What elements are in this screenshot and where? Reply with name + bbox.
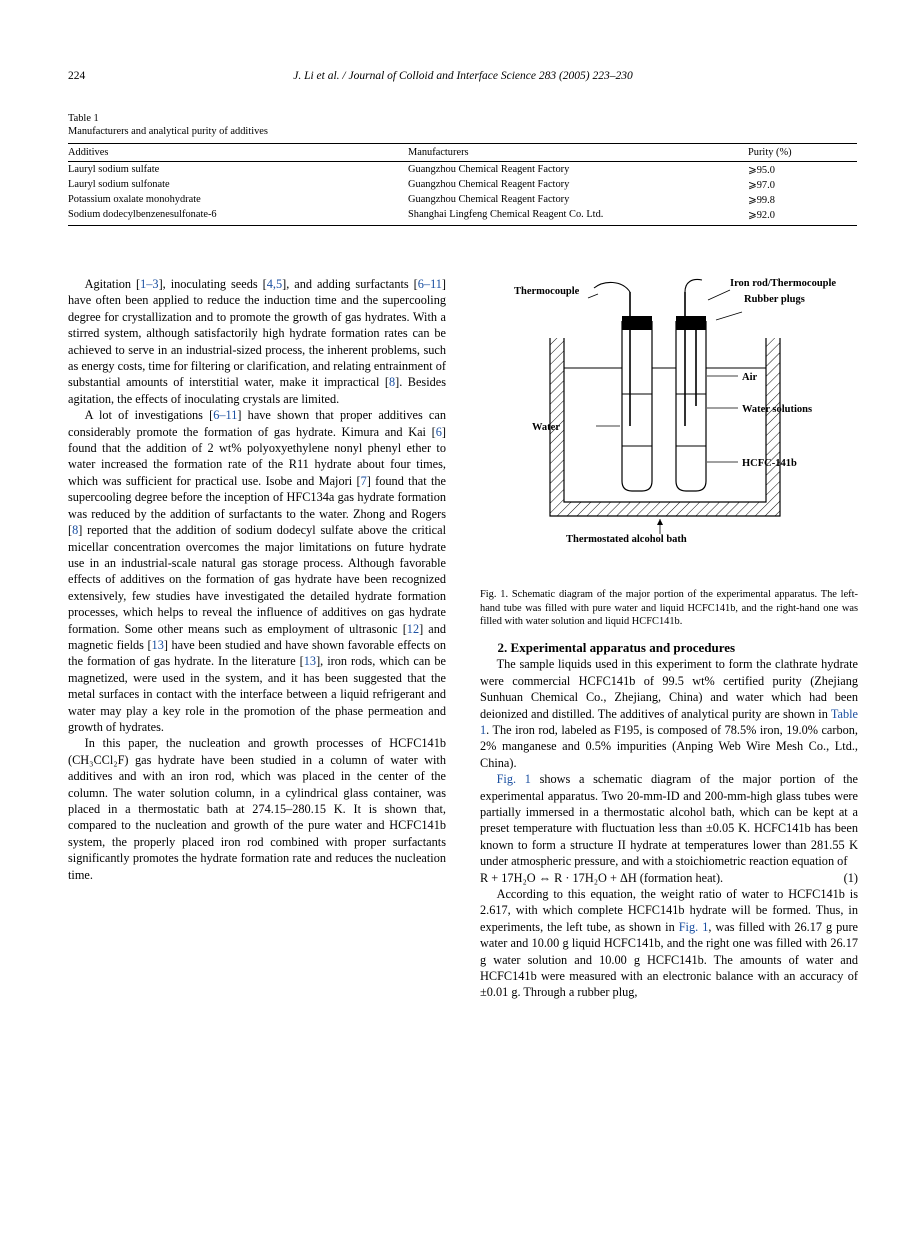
paragraph-apparatus bbox=[480, 771, 858, 869]
text-run: shows a schematic diagram of the major portion of the experimental apparatus. Two 20-mm-ID and 200-mm-high glass tubes were partially immersed in a thermostatic alcohol bath, which can be kept at a preset temperature with fluctuation less than ±0.05 K. HCFC141b has been known to form a structure II hydrate at temperatures lower than 281.55 K under atmospheric pressure, and with a stoichiometric reaction equation of bbox=[480, 772, 859, 869]
right-column bbox=[480, 276, 858, 1001]
additives-table bbox=[68, 143, 857, 226]
cell-additive: Lauryl sodium sulfonate bbox=[68, 178, 170, 190]
table-header-row bbox=[68, 144, 857, 162]
figure-caption: Fig. 1. Schematic diagram of the major portion of the experimental apparatus. The left-hand tube was filled with pure water and liquid HCFC141b, and the right-hand one was filled with water solution and liquid HCFC141b. bbox=[480, 589, 858, 628]
cell-manufacturer: Guangzhou Chemical Reagent Factory bbox=[408, 178, 570, 190]
citation-link[interactable]: 8 bbox=[388, 375, 396, 390]
text-run: ] have been studied and have shown favorable effects on the formation of gas hydrate. In the literature [ bbox=[68, 637, 446, 669]
citation-link[interactable]: 6 bbox=[435, 424, 442, 439]
table-row bbox=[68, 208, 857, 226]
citation-link[interactable]: 13 bbox=[151, 637, 164, 652]
cell-manufacturer: Guangzhou Chemical Reagent Factory bbox=[408, 163, 570, 175]
citation-link[interactable]: 4,5 bbox=[266, 277, 283, 291]
cell-purity: ⩾92.0 bbox=[748, 210, 775, 222]
figure-label-hcfc: HCFC-141b bbox=[742, 458, 797, 469]
paragraph-agitation bbox=[68, 276, 446, 407]
journal-reference: J. Li et al. / Journal of Colloid and Interface Science 283 (2005) 223–230 bbox=[293, 70, 633, 82]
figure-1 bbox=[480, 276, 858, 629]
equation-1 bbox=[480, 870, 858, 886]
text-run: According to this equation, the weight ratio of water to HCFC141b is 2.617, with which complete HCFC141b hydrate will be formed. Thus, in experiments, the left tube, as shown in bbox=[480, 886, 858, 934]
cell-manufacturer: Shanghai Lingfeng Chemical Reagent Co. Ltd. bbox=[408, 209, 604, 221]
column-header-additives: Additives bbox=[68, 144, 408, 162]
text-run: ] have shown that proper additives can considerably promote the formation of gas hydrate. Kimura and Kai [ bbox=[68, 408, 446, 439]
table-row bbox=[68, 192, 857, 207]
table-row bbox=[68, 177, 857, 192]
running-head bbox=[68, 70, 858, 82]
cell-manufacturer: Guangzhou Chemical Reagent Factory bbox=[408, 193, 570, 205]
citation-link[interactable]: 6–11 bbox=[417, 277, 442, 291]
equation-text: R + 17H₂O ⇔ R · 17H₂O + ΔH (formation heat). bbox=[480, 870, 724, 885]
table-label: Table 1 bbox=[68, 113, 99, 124]
figure-label-thermocouple: Thermocouple bbox=[514, 286, 580, 297]
text-run: A lot of investigations [ bbox=[84, 408, 214, 423]
text-run: ], and adding surfactants [ bbox=[282, 277, 418, 291]
left-column bbox=[68, 276, 446, 883]
text-run: ]. Besides agitation, the effects of inoculating crystals are limited. bbox=[68, 375, 447, 406]
table-link[interactable]: Table 1 bbox=[480, 706, 858, 737]
citation-link[interactable]: 13 bbox=[303, 654, 317, 669]
text-run: The sample liquids used in this experiment to form the clathrate hydrate were commercial HCFC141b of 99.5 wt% certified purity (Zhejiang Sunhuan Chemical Co., Zhejiang, China) and water which had been deionized and distilled. The additives of analytical purity are shown in bbox=[480, 657, 858, 721]
text-run: ] found that the supercooling degree before the inception of HFC134a gas hydrate formation was reduced by the addition of surfactants to the water. Zhong and Rogers [ bbox=[68, 473, 446, 538]
citation-link[interactable]: 12 bbox=[406, 621, 420, 636]
column-header-purity: Purity (%) bbox=[748, 144, 857, 162]
text-run: , was filled with 26.17 g pure water and 10.00 g liquid HCFC141b, and the right one was filled with 26.17 g water solution and 10.00 g HCFC141b. The amounts of water and HCFC141b were measured with an electronic balance with an accuracy of ±0.01 g. Through a rubber plug, bbox=[480, 919, 858, 1000]
cell-purity: ⩾95.0 bbox=[748, 164, 775, 176]
cell-purity: ⩾99.8 bbox=[748, 194, 775, 206]
figure-label-water-solutions: Water solutions bbox=[742, 404, 813, 415]
cell-additive: Lauryl sodium sulfate bbox=[68, 163, 160, 175]
citation-link[interactable]: 1–3 bbox=[140, 277, 159, 291]
cell-purity: ⩾97.0 bbox=[748, 179, 775, 191]
text-run: ], iron rods, which can be magnetized, were used in the system, and it has been suggested that the metal surfaces in contact with the interface between a liquid refrigerant and water may play a key role in the promotion of the phase permeation and growth of hydrates. bbox=[68, 654, 446, 734]
figure-label-rubber-plugs: Rubber plugs bbox=[744, 294, 805, 305]
text-run: ] reported that the addition of sodium dodecyl sulfate above the critical micellar concentration overcomes the major limitations on future hydrate use in an industrial-scale natural gas storage process. Although favorable effects of additives on the formation of gas hydrate have been recognized extensively, few studies have investigated the detailed hydrate formation processes, which helps to reveal the influence of additives on gas hydrate formation. Some other means such as employment of ultrasonic [ bbox=[68, 523, 446, 636]
text-run: . The iron rod, labeled as F195, is composed of 78.5% iron, 19.0% carbon, 2% manganese and 0.5% impurities (Anping Web Wire Mesh Co., Ltd., China). bbox=[480, 722, 858, 770]
figure-link[interactable]: Fig. 1 bbox=[496, 772, 531, 787]
text-run: Agitation [ bbox=[84, 277, 141, 291]
citation-link[interactable]: 8 bbox=[72, 523, 79, 538]
table-caption: Manufacturers and analytical purity of additives bbox=[68, 126, 268, 137]
section-heading: 2. Experimental apparatus and procedures bbox=[497, 639, 736, 655]
cell-additive: Potassium oxalate monohydrate bbox=[68, 193, 201, 205]
equation-number: (1) bbox=[843, 870, 858, 885]
text-run: ] found that the addition of 2 wt% polyoxyethylene nonyl phenyl ether to water increased the formation rate of the R11 hydrate about four times, which was sufficient for practical use. Isobe and Majori [ bbox=[68, 424, 446, 488]
text-run: ] and magnetic fields [ bbox=[68, 621, 446, 652]
figure-label-water: Water bbox=[532, 422, 560, 433]
figure-label-iron-rod: Iron rod/Thermocouple bbox=[730, 278, 837, 289]
paragraph-ratio bbox=[480, 886, 858, 1001]
citation-link[interactable]: 6–11 bbox=[213, 408, 238, 423]
paragraph-samples bbox=[480, 656, 858, 771]
column-header-manufacturers: Manufacturers bbox=[408, 144, 748, 162]
page-number: 224 bbox=[68, 70, 86, 82]
paragraph-this-paper: In this paper, the nucleation and growth processes of HCFC141b (CH₃CCl₂F) gas hydrate have been studied in a column of water with additives and with an iron rod, which was placed in the center of the column. The water solution column, in a cylindrical glass container, was placed in a thermostatic bath at 274.15–280.15 K. It is shown that, compared to the nucleation and growth of the pure water and HCFC141b system, the properly placed iron rod combined with proper surfactants significantly promotes the hydrate formation rate and reduces the nucleation time. bbox=[68, 736, 446, 882]
text-run: ] have often been applied to reduce the induction time and the supercooling degree for crystallization and to promote the growth of gas hydrates. With a stirred system, although satisfactorily high hydrate formation rates can be achieved to serve in an industrial-sized process, the inherent problems, such as energy costs, time for filtering or clarification, and relating entrainment of substantial amounts of interstitial water, make it impractical [ bbox=[68, 277, 447, 390]
text-run: ], inoculating seeds [ bbox=[158, 277, 267, 291]
figure-link[interactable]: Fig. 1 bbox=[678, 919, 709, 934]
apparatus-schematic bbox=[480, 276, 858, 576]
table-1-block bbox=[68, 113, 857, 226]
citation-link[interactable]: 7 bbox=[360, 473, 367, 488]
figure-label-bath: Thermostated alcohol bath bbox=[566, 534, 687, 545]
paragraph-investigations bbox=[68, 407, 446, 735]
table-row bbox=[68, 162, 857, 178]
cell-additive: Sodium dodecylbenzenesulfonate-6 bbox=[68, 209, 217, 221]
figure-label-air: Air bbox=[742, 372, 758, 383]
